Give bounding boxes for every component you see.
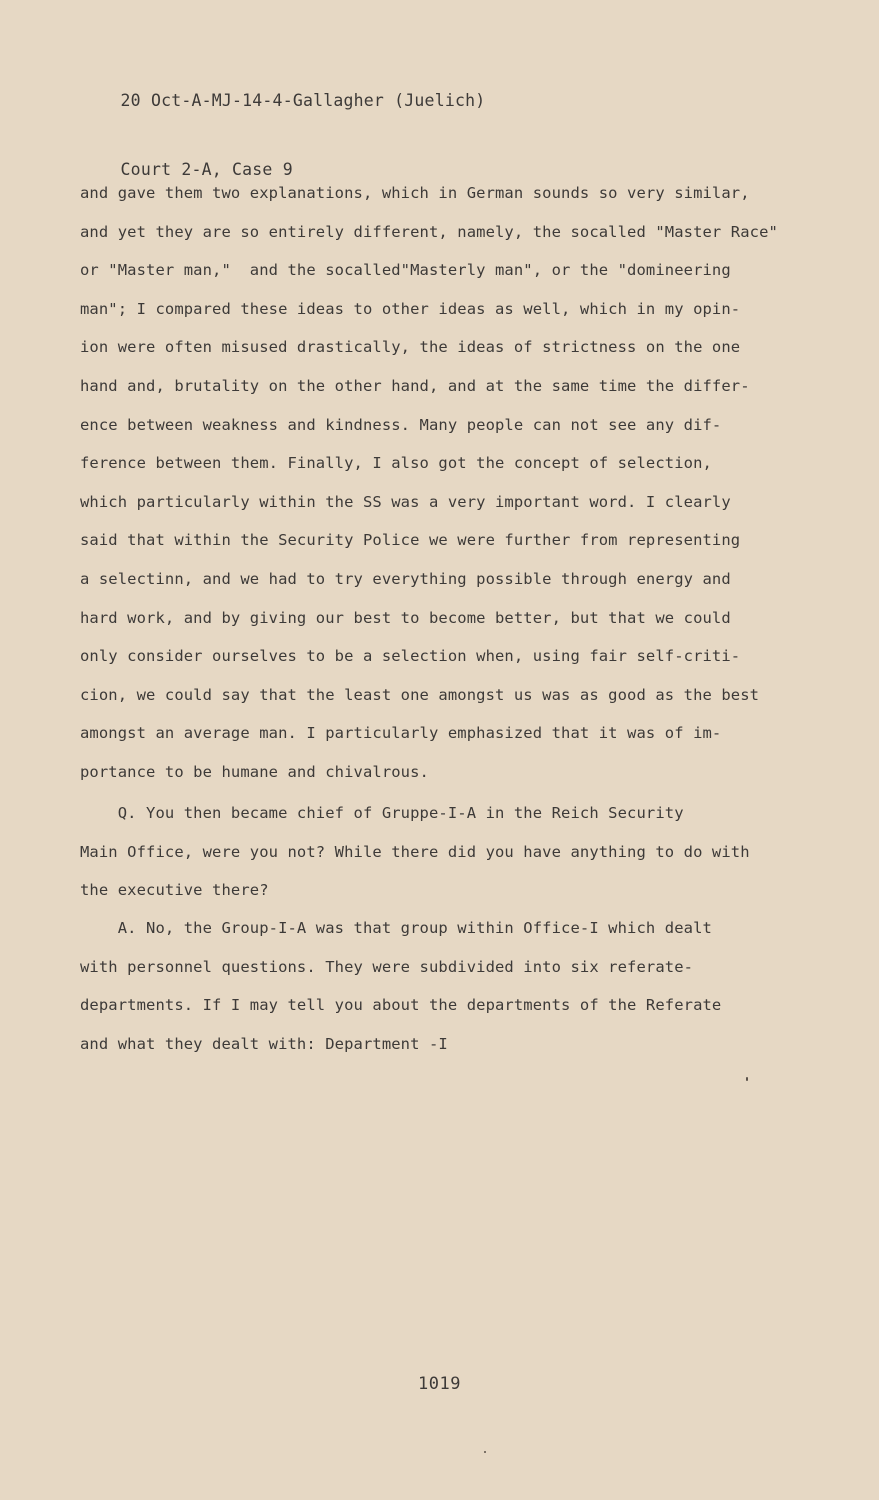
text-line: cion, we could say that the least one amongst us was as good as the best — [80, 685, 760, 704]
header-line-2: Court 2-A, Case 9 — [120, 160, 293, 179]
paragraph-1 — [80, 174, 800, 792]
text-line: Main Office, were you not? While there did you have anything to do with — [80, 842, 750, 861]
text-line: the executive there? — [80, 881, 269, 900]
text-line: said that within the Security Police we were further from representing — [80, 531, 741, 550]
text-line: only consider ourselves to be a selection when, using fair self-criti- — [80, 647, 741, 666]
text-line: Q. You then became chief of Gruppe-I-A in the Reich Security — [80, 804, 684, 822]
page-number: 1019 — [418, 1374, 461, 1394]
paragraph-3-answer — [80, 909, 800, 1063]
text-line: A. No, the Group-I-A was that group within Office-I which dealt — [80, 919, 712, 937]
text-line: and what they dealt with: Department -I — [80, 1034, 448, 1053]
text-line: man"; I compared these ideas to other ideas as well, which in my opin- — [80, 299, 741, 318]
paragraph-2-question — [80, 794, 800, 910]
text-line: and gave them two explanations, which in German sounds so very similar, — [80, 184, 750, 202]
text-line: ence between weakness and kindness. Many people can not see any dif- — [80, 415, 722, 434]
text-line: ion were often misused drastically, the ideas of strictness on the one — [80, 338, 741, 357]
text-line: which particularly within the SS was a very important word. I clearly — [80, 492, 731, 511]
text-line: amongst an average man. I particularly emphasized that it was of im- — [80, 724, 722, 743]
text-line: portance to be humane and chivalrous. — [80, 762, 429, 781]
text-line: and yet they are so entirely different, namely, the socalled "Master Race" — [80, 222, 778, 241]
paper-speck — [746, 1077, 748, 1081]
text-line: a selectinn, and we had to try everything possible through energy and — [80, 569, 731, 588]
text-line: departments. If I may tell you about the departments of the Referate — [80, 996, 722, 1015]
header-line-1: 20 Oct-A-MJ-14-4-Gallagher (Juelich) — [120, 91, 486, 110]
text-line: ference between them. Finally, I also got the concept of selection, — [80, 454, 712, 473]
text-line: hard work, and by giving our best to become better, but that we could — [80, 608, 731, 627]
text-line: with personnel questions. They were subdivided into six referate- — [80, 957, 694, 976]
text-line: hand and, brutality on the other hand, and at the same time the differ- — [80, 376, 750, 395]
paper-speck — [484, 1451, 486, 1453]
text-line: or "Master man," and the socalled"Masterly man", or the "domineering — [80, 261, 731, 280]
